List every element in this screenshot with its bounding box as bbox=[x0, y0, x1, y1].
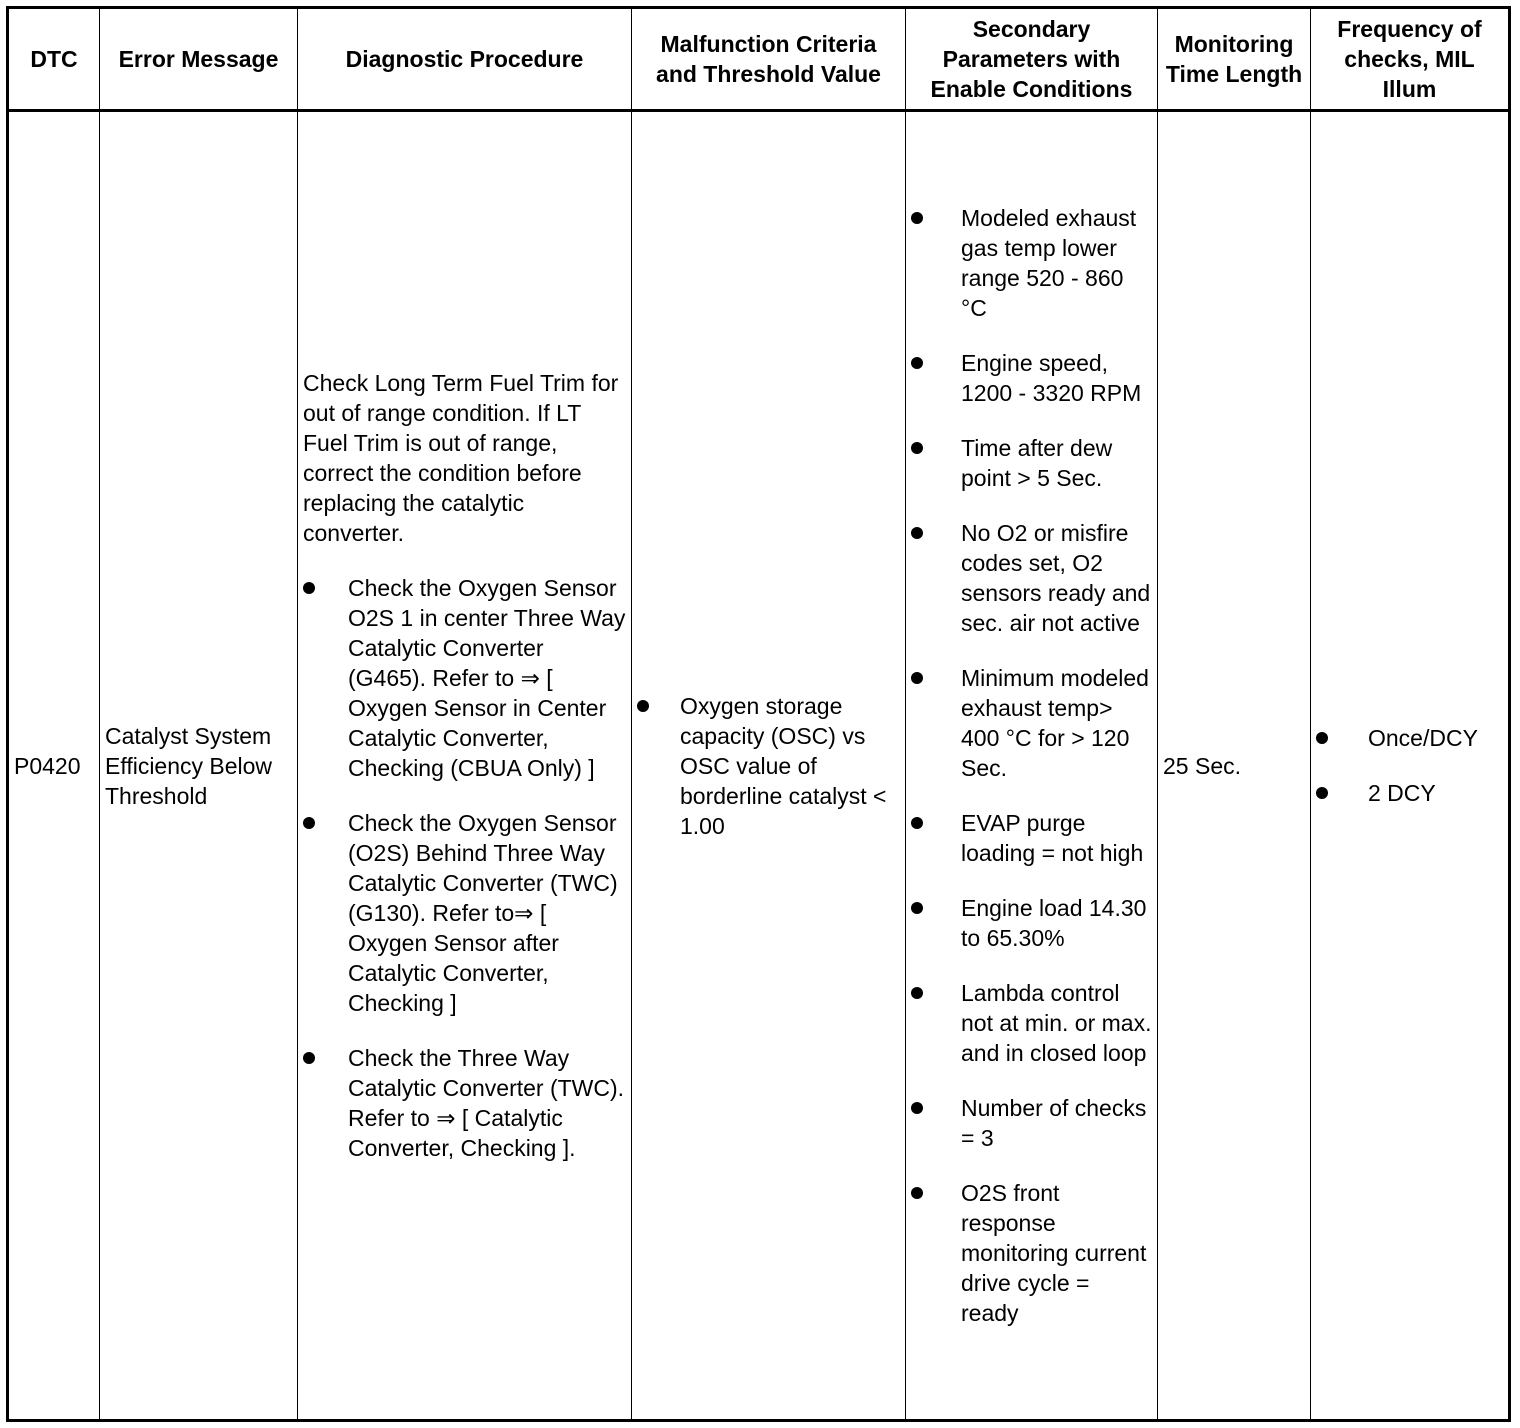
list-item bbox=[911, 1178, 1152, 1328]
header-error-message: Error Message bbox=[100, 8, 298, 111]
list-item bbox=[303, 573, 626, 783]
frequency-cell bbox=[1311, 111, 1510, 1421]
bullet-icon bbox=[637, 700, 649, 712]
parameter-text: No O2 or misfire codes set, O2 sensors ready and sec. air not active bbox=[961, 520, 1151, 636]
bullet-icon bbox=[1316, 787, 1328, 799]
parameter-text: Minimum modeled exhaust temp> 400 °C for > 120 Sec. bbox=[961, 665, 1149, 781]
bullet-icon bbox=[911, 817, 923, 829]
procedure-steps-list bbox=[303, 573, 626, 1163]
bullet-icon bbox=[911, 212, 923, 224]
header-row bbox=[8, 8, 1510, 111]
bullet-icon bbox=[303, 582, 315, 594]
procedure-intro: Check Long Term Fuel Trim for out of range condition. If LT Fuel Trim is out of range, correct the condition before replacing the catalytic converter. bbox=[303, 370, 619, 546]
frequency-text: 2 DCY bbox=[1368, 780, 1436, 806]
header-monitoring-time: Monitoring Time Length bbox=[1158, 8, 1311, 111]
parameter-text: Lambda control not at min. or max. and in closed loop bbox=[961, 980, 1152, 1066]
bullet-icon bbox=[911, 1102, 923, 1114]
list-item bbox=[911, 1093, 1152, 1153]
error-message-cell: Catalyst System Efficiency Below Threshold bbox=[100, 111, 298, 1421]
bullet-icon bbox=[911, 902, 923, 914]
header-malfunction-criteria: Malfunction Criteria and Threshold Value bbox=[632, 8, 906, 111]
parameter-text: Number of checks = 3 bbox=[961, 1095, 1147, 1151]
secondary-parameters-cell bbox=[906, 111, 1158, 1421]
bullet-icon bbox=[911, 672, 923, 684]
parameter-text: Engine load 14.30 to 65.30% bbox=[961, 895, 1147, 951]
malfunction-criteria-cell bbox=[632, 111, 906, 1421]
list-item bbox=[911, 348, 1152, 408]
criteria-text: Oxygen storage capacity (OSC) vs OSC value of borderline catalyst < 1.00 bbox=[680, 692, 887, 839]
bullet-icon bbox=[911, 987, 923, 999]
list-item bbox=[911, 518, 1152, 638]
parameter-text: O2S front response monitoring current drive cycle = ready bbox=[961, 1180, 1147, 1326]
procedure-step-text: Check the Oxygen Sensor (O2S) Behind Three Way Catalytic Converter (TWC) (G130). Refer to⇒ [ Oxygen Sensor after Catalytic Converter, Checking ] bbox=[348, 810, 618, 1016]
bullet-icon bbox=[303, 817, 315, 829]
header-secondary-parameters: Secondary Parameters with Enable Conditions bbox=[906, 8, 1158, 111]
bullet-icon bbox=[911, 1187, 923, 1199]
bullet-icon bbox=[911, 357, 923, 369]
list-item bbox=[1316, 723, 1503, 753]
parameter-text: Engine speed, 1200 - 3320 RPM bbox=[961, 350, 1142, 406]
table-row bbox=[8, 111, 1510, 1421]
bullet-icon bbox=[911, 527, 923, 539]
list-item bbox=[911, 808, 1152, 868]
list-item bbox=[637, 691, 900, 841]
list-item bbox=[911, 433, 1152, 493]
list-item bbox=[303, 1043, 626, 1163]
dtc-table bbox=[6, 6, 1511, 1422]
procedure-step-text: Check the Three Way Catalytic Converter (TWC). Refer to ⇒ [ Catalytic Converter, Checking ]. bbox=[348, 1045, 625, 1161]
list-item bbox=[1316, 778, 1503, 808]
bullet-icon bbox=[303, 1052, 315, 1064]
monitoring-time-cell: 25 Sec. bbox=[1158, 111, 1311, 1421]
bullet-icon bbox=[1316, 732, 1328, 744]
frequency-list bbox=[1316, 723, 1503, 808]
procedure-step-text: Check the Oxygen Sensor O2S 1 in center Three Way Catalytic Converter (G465). Refer to ⇒ [ Oxygen Sensor in Center Catalytic Converter, Checking (CBUA Only) ] bbox=[348, 575, 626, 781]
parameter-text: Modeled exhaust gas temp lower range 520 - 860 °C bbox=[961, 205, 1137, 321]
malfunction-criteria-list bbox=[637, 691, 900, 841]
secondary-parameters-list bbox=[911, 203, 1152, 1328]
diagnostic-procedure-cell bbox=[298, 111, 632, 1421]
header-dtc: DTC bbox=[8, 8, 100, 111]
list-item bbox=[911, 978, 1152, 1068]
list-item bbox=[911, 203, 1152, 323]
header-frequency: Frequency of checks, MIL Illum bbox=[1311, 8, 1510, 111]
list-item bbox=[303, 808, 626, 1018]
bullet-icon bbox=[911, 442, 923, 454]
list-item bbox=[911, 663, 1152, 783]
header-diagnostic-procedure: Diagnostic Procedure bbox=[298, 8, 632, 111]
list-item bbox=[911, 893, 1152, 953]
parameter-text: EVAP purge loading = not high bbox=[961, 810, 1144, 866]
dtc-code-cell: P0420 bbox=[8, 111, 100, 1421]
frequency-text: Once/DCY bbox=[1368, 725, 1478, 751]
parameter-text: Time after dew point > 5 Sec. bbox=[961, 435, 1113, 491]
